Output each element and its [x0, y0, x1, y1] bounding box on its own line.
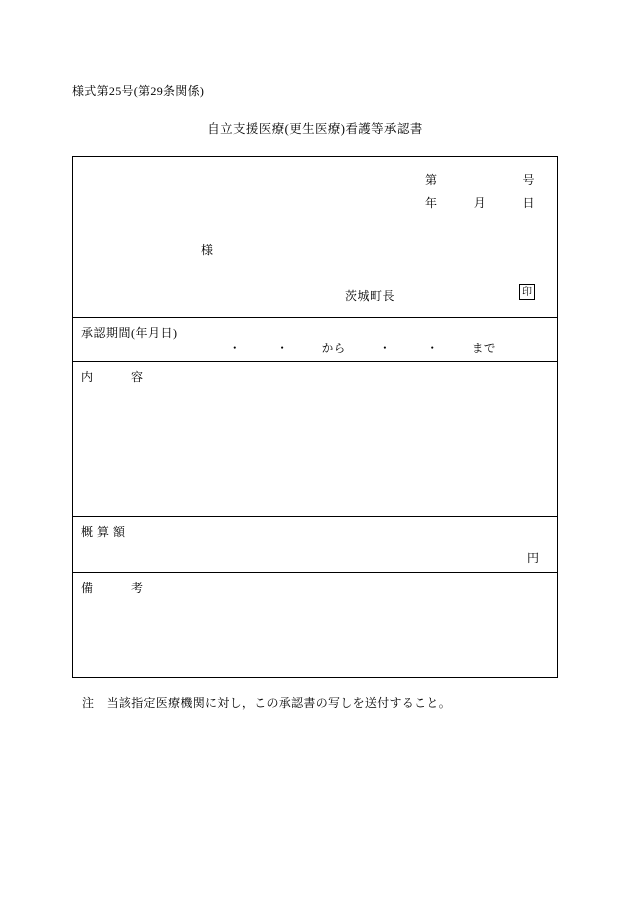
footer-note: 注 当該指定医療機関に対し，この承認書の写しを送付すること。	[82, 696, 452, 710]
period-to-dot-2: ・	[426, 343, 439, 355]
amount-unit-label: 円	[526, 551, 539, 565]
period-fields	[213, 340, 510, 356]
remarks-label: 備 考	[81, 581, 144, 595]
document-number-line	[425, 171, 535, 188]
seal-icon: 印	[519, 284, 535, 300]
page-title: 自立支援医療(更生医療)看護等承認書	[207, 122, 423, 136]
year-label: 年	[425, 196, 438, 210]
number-prefix-label: 第	[425, 173, 438, 187]
period-to-word: まで	[471, 343, 496, 355]
table-row-header	[73, 157, 557, 317]
day-label: 日	[522, 196, 535, 210]
table-row-period	[73, 317, 557, 361]
amount-label: 概 算 額	[81, 525, 126, 539]
period-from-dot-1: ・	[229, 343, 241, 355]
period-to-dot-1: ・	[379, 343, 392, 355]
table-row-content	[73, 361, 557, 516]
month-label: 月	[473, 196, 487, 210]
document-date-line	[425, 194, 535, 211]
form-number: 様式第25号(第29条関係)	[72, 84, 205, 98]
period-label: 承認期間(年月日)	[81, 326, 178, 340]
addressee-honorific: 様	[201, 243, 214, 257]
period-from-word: から	[321, 343, 346, 355]
number-suffix-label: 号	[522, 173, 535, 187]
approval-form-table	[72, 156, 558, 678]
content-label: 内 容	[81, 370, 144, 384]
table-row-amount	[73, 516, 557, 572]
period-from-dot-2: ・	[276, 343, 289, 355]
table-row-remarks	[73, 572, 557, 677]
issuer-name: 茨城町長	[345, 289, 396, 303]
